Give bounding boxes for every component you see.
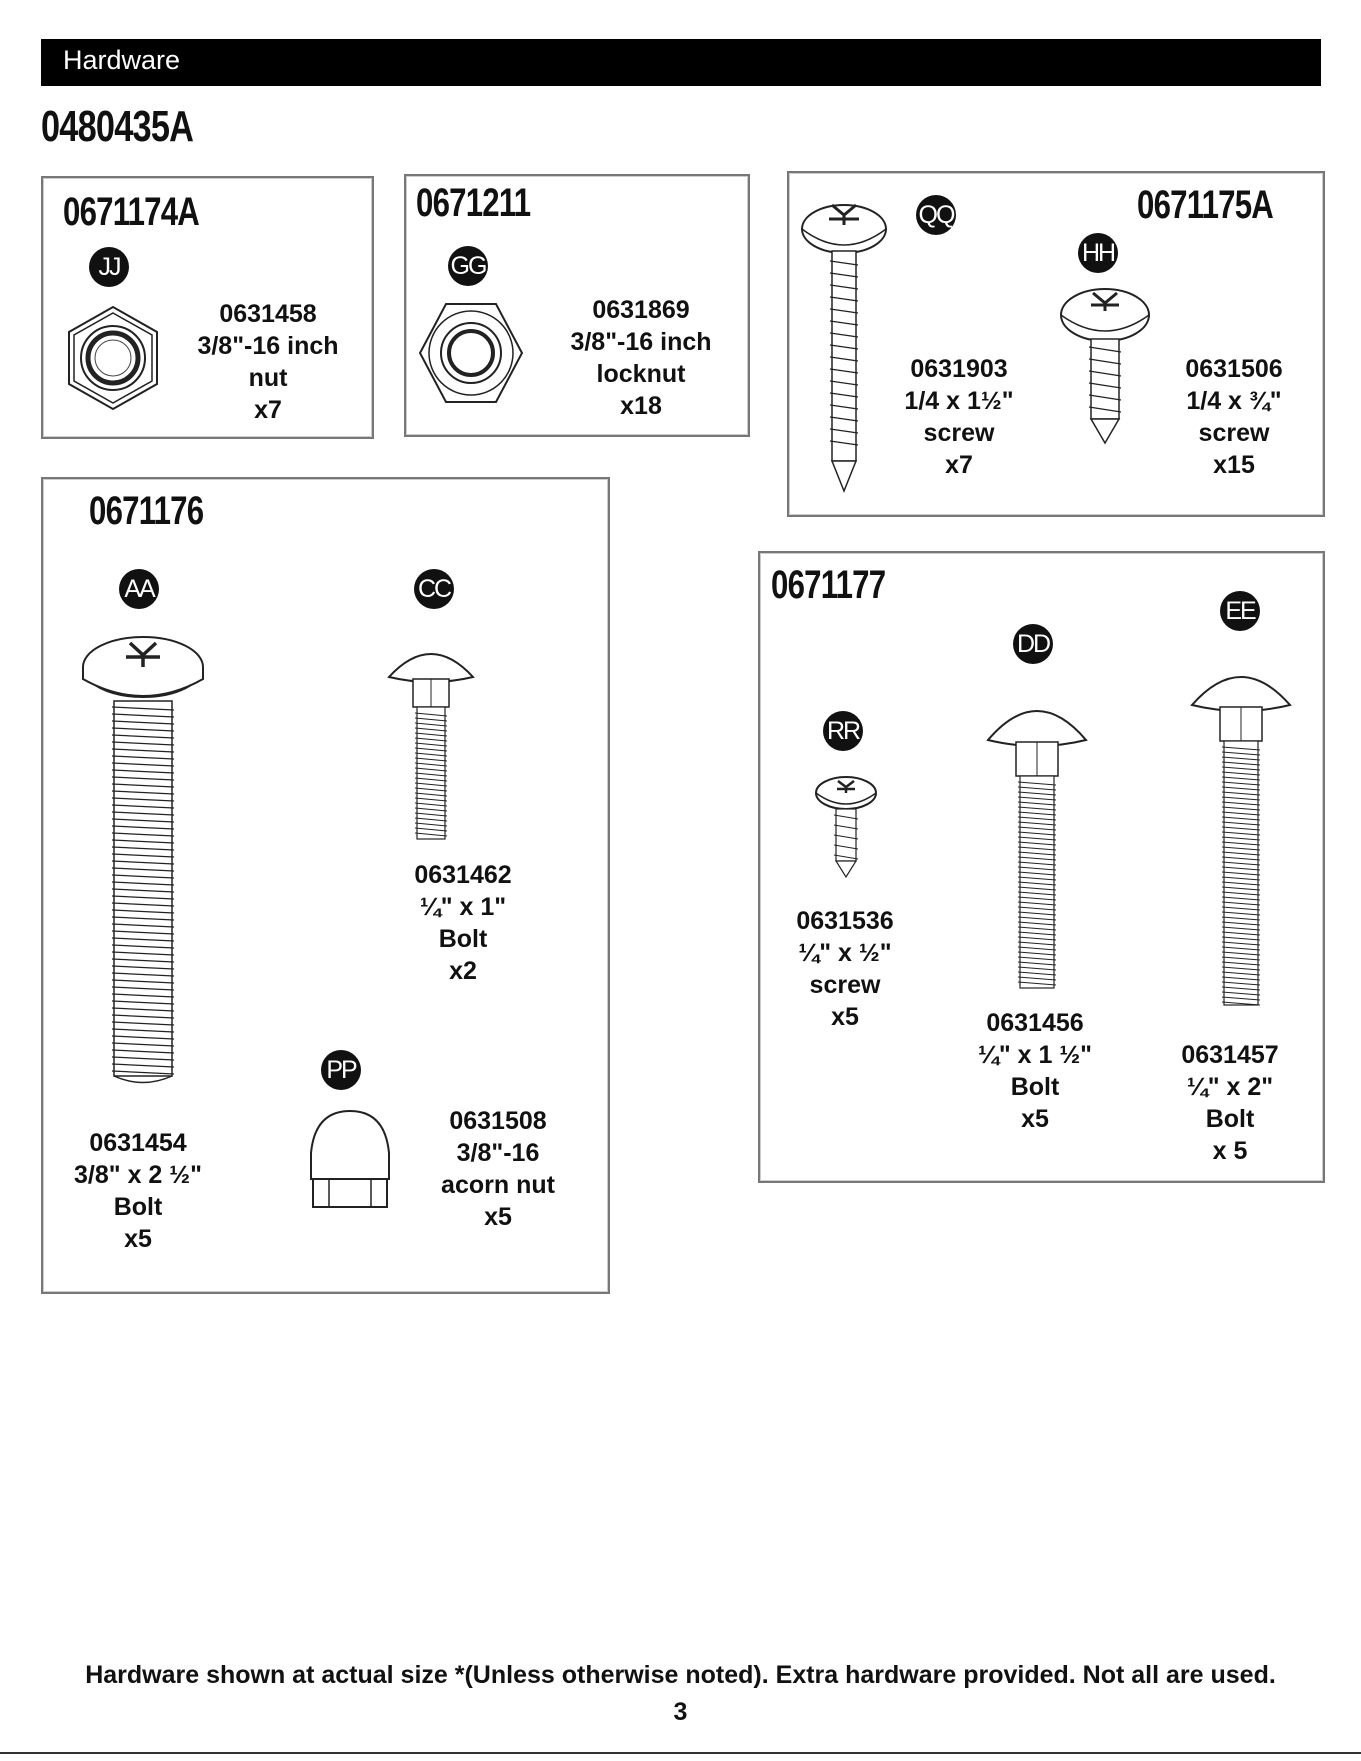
- part-number: 0631457: [1181, 1041, 1279, 1069]
- part-type: screw: [809, 971, 881, 999]
- long-screw-icon: [799, 191, 889, 501]
- part-qty: x18: [620, 392, 662, 420]
- badge-ee: EE: [1220, 591, 1260, 631]
- part-size: 3/8"-16 inch: [197, 332, 339, 360]
- carriage-bolt-icon: [381, 641, 481, 851]
- part-qty: x7: [945, 451, 973, 479]
- part-size: 3/8" x 2 ½": [74, 1161, 202, 1189]
- part-type: screw: [1198, 419, 1270, 447]
- item-label-jj: [183, 298, 353, 426]
- locknut-icon: [416, 301, 526, 406]
- item-label-gg: [556, 294, 726, 422]
- part-number: 0631462: [414, 861, 512, 889]
- badge-dd: DD: [1013, 624, 1053, 664]
- part-type: Bolt: [438, 925, 488, 953]
- part-size: 1/4 x ¾": [1186, 387, 1282, 415]
- kit-number: 0480435A: [41, 102, 194, 151]
- part-type: nut: [248, 364, 288, 392]
- hardware-box-0671175A: [787, 171, 1325, 517]
- part-size: 3/8"-16: [456, 1139, 540, 1167]
- box-code: 0671177: [771, 563, 886, 607]
- box-code: 0671175A: [1137, 183, 1274, 227]
- part-qty: x5: [1021, 1105, 1049, 1133]
- section-header-bar: [41, 39, 1321, 86]
- machine-bolt-icon: [78, 631, 208, 1091]
- carriage-bolt-medium-icon: [982, 696, 1092, 1006]
- badge-jj: JJ: [89, 247, 129, 287]
- part-type: acorn nut: [441, 1171, 555, 1199]
- acorn-nut-icon: [305, 1107, 395, 1217]
- part-number: 0631508: [449, 1107, 547, 1135]
- part-qty: x5: [124, 1225, 152, 1253]
- bottom-rule: [0, 1752, 1361, 1754]
- badge-aa: AA: [119, 569, 159, 609]
- part-size: ¼" x 1": [419, 893, 507, 921]
- part-qty: x7: [254, 396, 282, 424]
- part-number: 0631456: [986, 1009, 1084, 1037]
- item-label-hh: [1159, 353, 1309, 481]
- part-number: 0631458: [219, 300, 317, 328]
- hardware-box-0671211: [404, 174, 750, 437]
- section-title: Hardware: [63, 45, 181, 75]
- box-code: 0671174A: [63, 190, 200, 234]
- item-label-pp: [408, 1105, 588, 1233]
- part-qty: x 5: [1212, 1137, 1248, 1165]
- keps-nut-icon: [58, 303, 168, 413]
- hardware-box-0671176: [41, 477, 610, 1294]
- short-screw-icon: [1057, 281, 1153, 451]
- part-qty: x5: [484, 1203, 512, 1231]
- item-label-dd: [950, 1007, 1120, 1135]
- badge-hh: HH: [1078, 233, 1118, 273]
- part-qty: x2: [449, 957, 477, 985]
- part-type: Bolt: [1205, 1105, 1255, 1133]
- part-type: Bolt: [1010, 1073, 1060, 1101]
- part-size: ¼" x 2": [1186, 1073, 1274, 1101]
- hardware-box-0671174A: [41, 176, 374, 439]
- part-qty: x5: [831, 1003, 859, 1031]
- part-number: 0631903: [910, 355, 1008, 383]
- badge-rr: RR: [823, 711, 863, 751]
- item-label-qq: [884, 353, 1034, 481]
- part-type: Bolt: [113, 1193, 163, 1221]
- part-size: ¼" x ½": [798, 939, 892, 967]
- part-qty: x15: [1213, 451, 1255, 479]
- badge-qq: QQ: [916, 195, 956, 235]
- footer-note: Hardware shown at actual size *(Unless otherwise noted). Extra hardware provided. Not all are used.: [85, 1661, 1276, 1689]
- badge-pp: PP: [321, 1050, 361, 1090]
- part-type: locknut: [596, 360, 686, 388]
- part-number: 0631454: [89, 1129, 187, 1157]
- part-size: 3/8"-16 inch: [570, 328, 712, 356]
- small-screw-icon: [811, 773, 881, 883]
- badge-cc: CC: [414, 569, 454, 609]
- part-number: 0631536: [796, 907, 894, 935]
- box-code: 0671176: [89, 489, 204, 533]
- box-code: 0671211: [416, 181, 531, 225]
- badge-gg: GG: [448, 246, 488, 286]
- carriage-bolt-long-icon: [1186, 663, 1296, 1018]
- part-type: screw: [923, 419, 995, 447]
- page-number: 3: [673, 1698, 688, 1726]
- item-label-aa: [43, 1127, 233, 1255]
- part-number: 0631869: [592, 296, 690, 324]
- part-size: ¼" x 1 ½": [977, 1041, 1093, 1069]
- part-size: 1/4 x 1½": [904, 387, 1014, 415]
- item-label-ee: [1155, 1039, 1305, 1167]
- item-label-cc: [383, 859, 543, 987]
- item-label-rr: [770, 905, 920, 1033]
- part-number: 0631506: [1185, 355, 1283, 383]
- hardware-box-0671177: [758, 551, 1325, 1183]
